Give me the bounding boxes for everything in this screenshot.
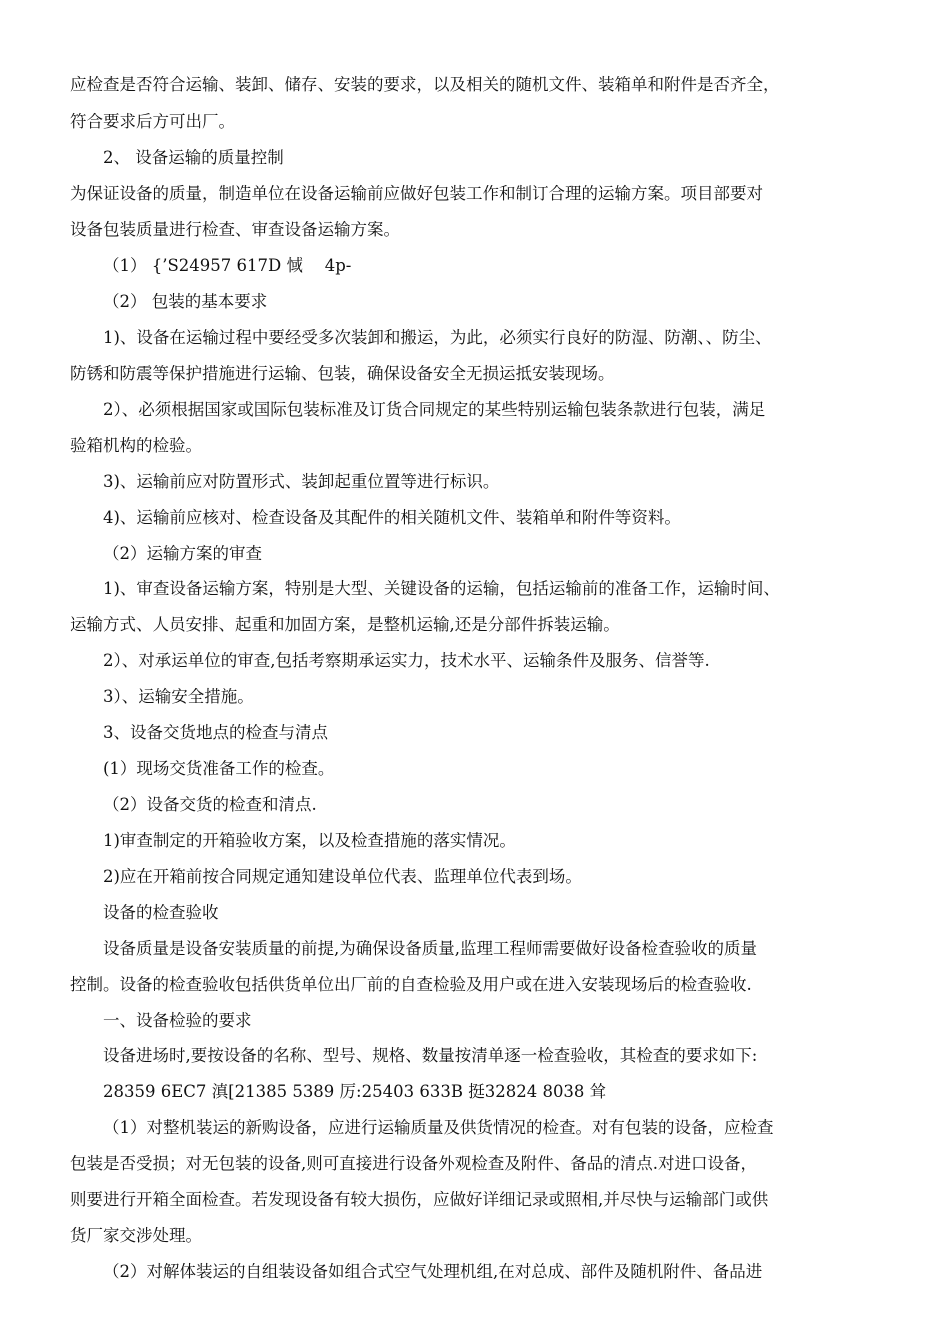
text-line: 符合要求后方可出厂。 bbox=[70, 112, 235, 131]
text-line: 防锈和防震等保护措施进行运输、包装，确保设备安全无损运抵安装现场。 bbox=[70, 364, 615, 383]
text-line: （1） {’S24957 617D 惐 4p- bbox=[103, 256, 352, 275]
text-line: 1)、审查设备运输方案，特别是大型、关键设备的运输，包括运输前的准备工作，运输时间、 bbox=[103, 579, 780, 598]
text-line: 1)审查制定的开箱验收方案，以及检查措施的落实情况。 bbox=[103, 831, 516, 850]
text-line: 3)、运输前应对防置形式、装卸起重位置等进行标识。 bbox=[103, 472, 500, 491]
text-line: 1)、设备在运输过程中要经受多次装卸和搬运，为此，必须实行良好的防湿、防潮、、防尘、 bbox=[103, 328, 772, 347]
subsection-heading: （2） 包装的基本要求 bbox=[103, 292, 268, 311]
text-line: 验箱机构的检验。 bbox=[70, 436, 202, 455]
text-line: 设备质量是设备安装质量的前提,为确保设备质量,监理工程师需要做好设备检查验收的质量 bbox=[103, 939, 757, 958]
text-line: （2）设备交货的检查和清点. bbox=[103, 795, 317, 814]
text-line: 则要进行开箱全面检查。若发现设备有较大损伤，应做好详细记录或照相,并尽快与运输部门或供 bbox=[70, 1190, 769, 1209]
text-line: 3）、运输安全措施。 bbox=[103, 687, 254, 706]
text-line: (1）现场交货准备工作的检查。 bbox=[103, 759, 335, 778]
section-heading: 一、设备检验的要求 bbox=[103, 1011, 252, 1030]
section-heading: 2、 设备运输的质量控制 bbox=[103, 148, 284, 167]
subsection-heading: （2）运输方案的审查 bbox=[103, 544, 262, 563]
text-line: （2）对解体装运的自组装设备如组合式空气处理机组,在对总成、部件及随机附件、备品进 bbox=[103, 1262, 763, 1281]
text-line: 2）、对承运单位的审查,包括考察期承运实力，技术水平、运输条件及服务、信誉等. bbox=[103, 651, 710, 670]
text-line: 为保证设备的质量，制造单位在设备运输前应做好包装工作和制订合理的运输方案。项目部要对 bbox=[70, 184, 763, 203]
text-line: 应检查是否符合运输、装卸、储存、安装的要求，以及相关的随机文件、装箱单和附件是否齐全， bbox=[70, 75, 780, 94]
section-heading: 设备的检查验收 bbox=[103, 903, 219, 922]
text-line: 2)应在开箱前按合同规定通知建设单位代表、监理单位代表到场。 bbox=[103, 867, 582, 886]
section-heading: 3、设备交货地点的检查与清点 bbox=[103, 723, 328, 742]
text-line: （1）对整机装运的新购设备，应进行运输质量及供货情况的检查。对有包装的设备，应检查 bbox=[103, 1118, 774, 1137]
text-line: 2）、必须根据国家或国际包装标准及订货合同规定的某些特别运输包装条款进行包装，满足 bbox=[103, 400, 766, 419]
text-line: 设备进场时,要按设备的名称、型号、规格、数量按清单逐一检查验收，其检查的要求如下: bbox=[103, 1046, 758, 1065]
text-line: 控制。设备的检查验收包括供货单位出厂前的自查检验及用户或在进入安装现场后的检查验收. bbox=[70, 975, 752, 994]
text-line: 4)、运输前应核对、检查设备及其配件的相关随机文件、装箱单和附件等资料。 bbox=[103, 508, 681, 527]
text-line: 包装是否受损；对无包装的设备,则可直接进行设备外观检查及附件、备品的清点.对进口设备， bbox=[70, 1154, 757, 1173]
text-line: 运输方式、人员安排、起重和加固方案，是整机运输,还是分部件拆装运输。 bbox=[70, 615, 620, 634]
text-line: 货厂家交涉处理。 bbox=[70, 1226, 202, 1245]
text-line: 28359 6EC7 滇[21385 5389 厉:25403 633B 挺32824 8038 耸 bbox=[103, 1082, 607, 1101]
text-line: 设备包装质量进行检查、审查设备运输方案。 bbox=[70, 220, 400, 239]
